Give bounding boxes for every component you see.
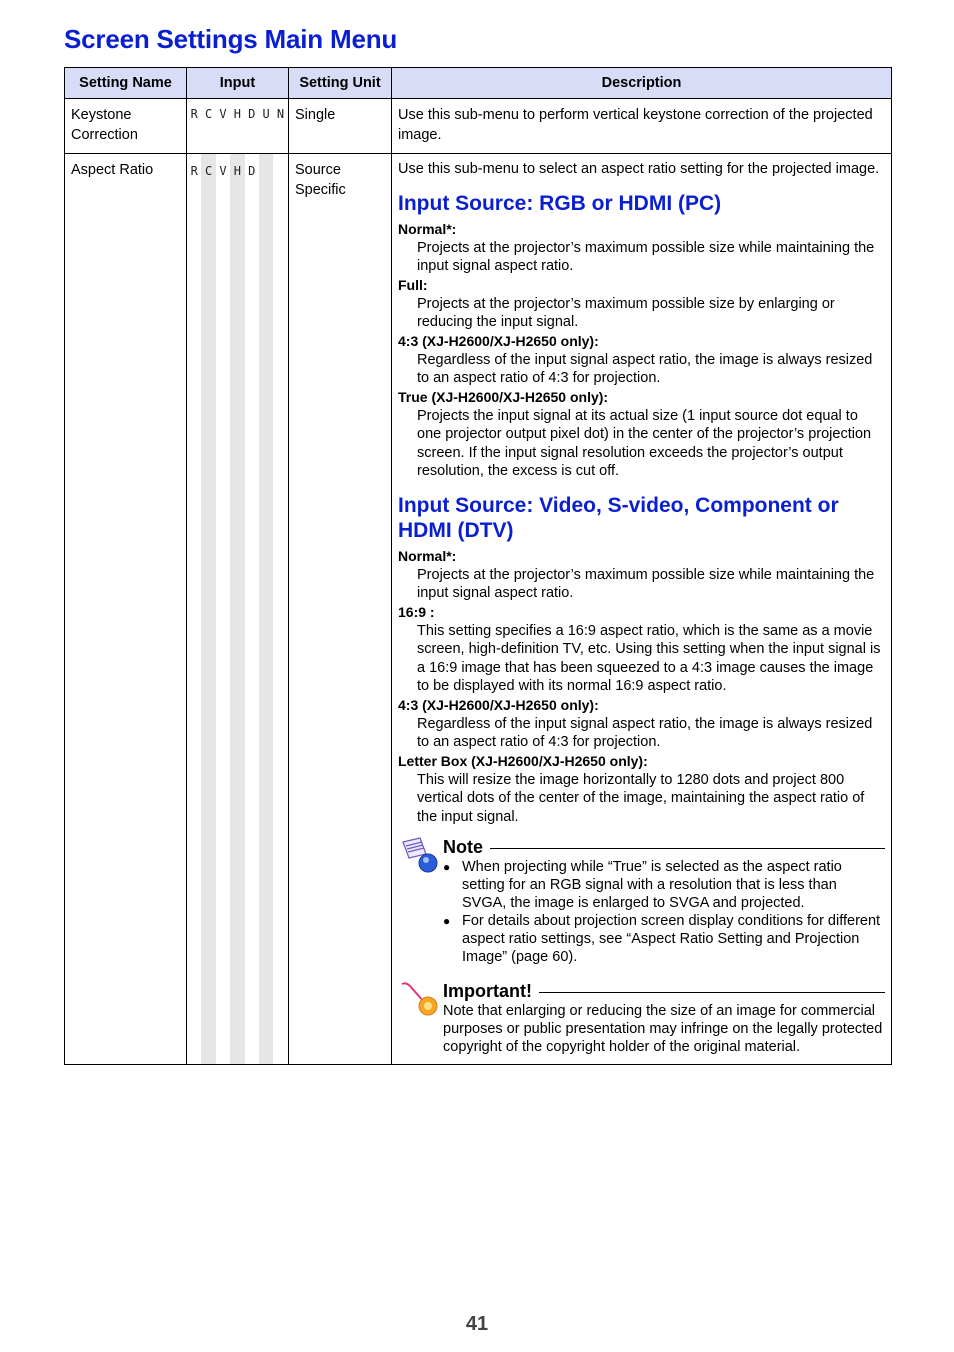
input-r: R bbox=[190, 164, 198, 178]
note-bullet bbox=[443, 912, 885, 966]
input-c: C bbox=[204, 164, 213, 178]
option-name: 4:3 (XJ-H2600/XJ-H2650 only): bbox=[398, 332, 599, 349]
settings-table bbox=[64, 67, 892, 1065]
note-callout bbox=[398, 836, 885, 966]
input-c: C bbox=[204, 107, 213, 121]
section-heading-rgb-hdmi-pc: Input Source: RGB or HDMI (PC) bbox=[398, 191, 722, 215]
header-setting-name: Setting Name bbox=[65, 68, 187, 99]
option-text: Projects at the projector’s maximum possible size by enlarging or reducing the input signal. bbox=[417, 295, 835, 330]
header-setting-unit: Setting Unit bbox=[289, 68, 392, 99]
important-rule bbox=[539, 992, 885, 993]
note-icon bbox=[400, 836, 442, 880]
option-name: Normal*: bbox=[398, 547, 457, 564]
option-name: True (XJ-H2600/XJ-H2650 only): bbox=[398, 388, 609, 405]
option-text: Regardless of the input signal aspect ratio, the image is always resized to an aspect ratio of 4:3 for projection. bbox=[417, 351, 873, 386]
option-list bbox=[398, 220, 885, 481]
header-input: Input bbox=[187, 68, 289, 99]
note-bullet bbox=[443, 858, 885, 912]
option-text: Projects at the projector’s maximum possible size while maintaining the input signal aspect ratio. bbox=[417, 239, 875, 274]
option-name: Letter Box (XJ-H2600/XJ-H2650 only): bbox=[398, 752, 648, 769]
header-description: Description bbox=[392, 68, 892, 99]
important-title: Important! bbox=[443, 981, 532, 1001]
setting-unit: Single bbox=[289, 99, 392, 154]
important-icon bbox=[400, 980, 442, 1024]
note-bullet-text: For details about projection screen display conditions for different aspect ratio settings, see “Aspect Ratio Setting and Projection Image” (page 60). bbox=[462, 913, 881, 965]
option-text: Projects at the projector’s maximum possible size while maintaining the input signal aspect ratio. bbox=[417, 566, 875, 601]
section-heading-video-dtv: Input Source: Video, S-video, Component or HDMI (DTV) bbox=[398, 493, 839, 542]
input-h: H bbox=[233, 164, 241, 178]
important-text: Note that enlarging or reducing the size of an image for commercial purposes or public presentation may infringe on the legally protected copyright of the copyright holder of the original material. bbox=[443, 1003, 883, 1055]
note-bullet-text: When projecting while “True” is selected as the aspect ratio setting for an RGB signal with a resolution that is less than SVGA, the image is enlarged to SVGA and projected. bbox=[462, 859, 842, 911]
bullet-dot: ● bbox=[443, 914, 451, 928]
table-row bbox=[65, 99, 892, 154]
setting-name: Aspect Ratio bbox=[65, 154, 187, 1065]
option-text: Projects the input signal at its actual size (1 input source dot equal to one projector output pixel dot) in the center of the projector’s projection screen. If the input signal resolution exceeds the projector’s output resolution, the excess is cut off. bbox=[417, 407, 872, 479]
description-cell bbox=[392, 154, 892, 1065]
input-d: D bbox=[248, 107, 256, 121]
bullet-dot: ● bbox=[443, 860, 451, 874]
table-header-row bbox=[65, 68, 892, 99]
input-u: U bbox=[262, 107, 270, 121]
note-title: Note bbox=[443, 837, 483, 857]
input-cell bbox=[187, 99, 289, 154]
setting-name: Keystone Correction bbox=[65, 99, 187, 154]
description-text: Use this sub-menu to perform vertical keystone correction of the projected image. bbox=[398, 107, 873, 143]
input-v: V bbox=[219, 107, 227, 121]
important-heading bbox=[443, 980, 885, 1002]
note-heading bbox=[443, 836, 885, 858]
input-v: V bbox=[219, 164, 227, 178]
option-text: This setting specifies a 16:9 aspect ratio, which is the same as a movie screen, high-definition TV, etc. Using this setting when the input signal is a 16:9 image that has been squeezed to a 4:3 image causes the image to be displayed with its normal 16:9 aspect ratio. bbox=[417, 622, 881, 694]
input-cell bbox=[187, 154, 289, 1065]
table-row bbox=[65, 154, 892, 1065]
important-callout bbox=[398, 980, 885, 1056]
option-text: This will resize the image horizontally to 1280 dots and project 800 vertical dots of the center of the image, maintaining the aspect ratio of the input signal. bbox=[417, 771, 865, 825]
input-n: N bbox=[276, 107, 285, 121]
option-name: 4:3 (XJ-H2600/XJ-H2650 only): bbox=[398, 696, 599, 713]
input-h: H bbox=[233, 107, 241, 121]
option-list bbox=[398, 547, 885, 827]
option-name: 16:9 : bbox=[398, 603, 435, 620]
input-r: R bbox=[190, 107, 198, 121]
input-stripes bbox=[187, 154, 288, 1064]
note-rule bbox=[490, 848, 885, 849]
description-cell bbox=[392, 99, 892, 154]
setting-unit: Source Specific bbox=[289, 154, 392, 1065]
option-name: Full: bbox=[398, 276, 428, 293]
option-text: Regardless of the input signal aspect ratio, the image is always resized to an aspect ratio of 4:3 for projection. bbox=[417, 715, 873, 750]
page-title: Screen Settings Main Menu bbox=[64, 24, 398, 54]
input-d: D bbox=[248, 164, 256, 178]
option-name: Normal*: bbox=[398, 220, 457, 237]
page-number: 41 bbox=[465, 1313, 489, 1335]
description-text: Use this sub-menu to select an aspect ratio setting for the projected image. bbox=[398, 161, 880, 177]
